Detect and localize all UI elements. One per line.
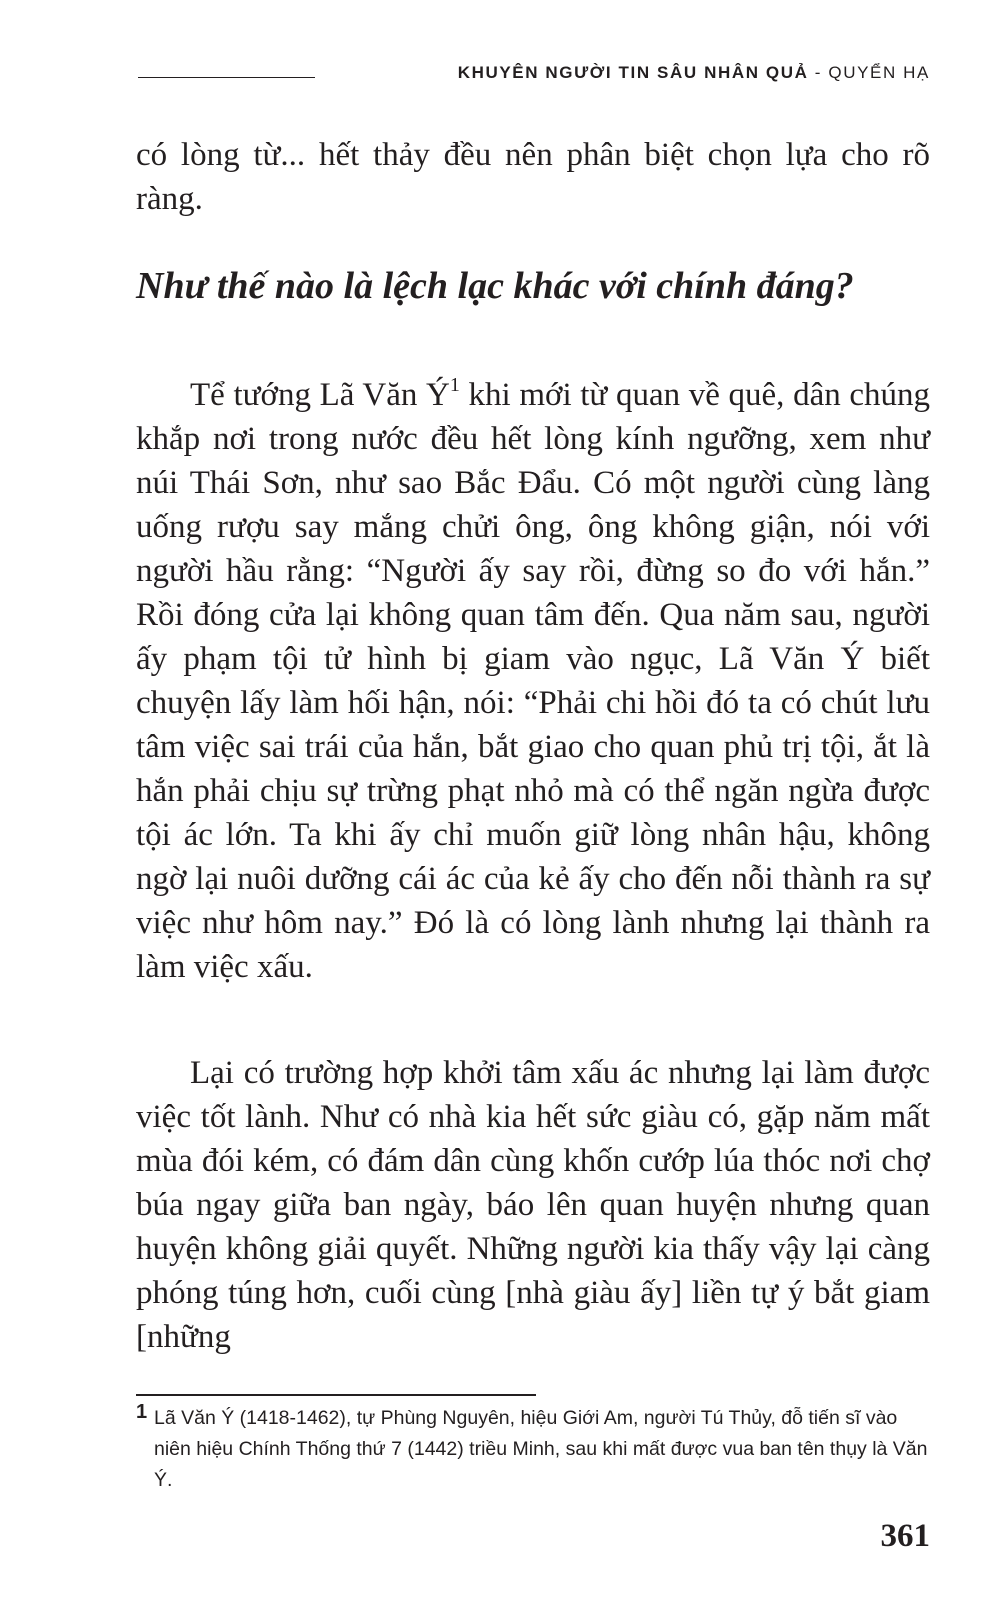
header-rule	[138, 77, 315, 78]
footnote-rule	[136, 1394, 536, 1396]
footnote-reference[interactable]: 1	[449, 374, 460, 396]
paragraph-1-start: Tể tướng Lã Văn Ý	[190, 377, 450, 413]
footnote-text: Lã Văn Ý (1418-1462), tự Phùng Nguyên, hiệu Giới Am, người Tú Thủy, đỗ tiến sĩ vào niên hiệu Chính Thống thứ 7 (1442) triều Minh, sau khi mất được vua ban tên thụy là Văn Ý.	[154, 1407, 928, 1491]
paragraph-1-block	[136, 373, 930, 989]
book-title: KHUYÊN NGƯỜI TIN SÂU NHÂN QUẢ	[457, 63, 809, 82]
intro-paragraph-block	[136, 133, 930, 221]
footnote	[136, 1403, 936, 1496]
paragraph-1-rest: khi mới từ quan về quê, dân chúng khắp nơi trong nước đều hết lòng kính ngưỡng, xem như núi Thái Sơn, như sao Bắc Đẩu. Có một người cùng làng uống rượu say mắng chửi ông, ông không giận, nói với người hầu rằng: “Người ấy say rồi, đừng so đo với hắn.” Rồi đóng cửa lại không quan tâm đến. Qua năm sau, người ấy phạm tội tử hình bị giam vào ngục, Lã Văn Ý biết chuyện lấy làm hối hận, nói: “Phải chi hồi đó ta có chút lưu tâm việc sai trái của hắn, bắt giao cho quan phủ trị tội, ắt là hắn phải chịu sự trừng phạt nhỏ mà có thể ngăn ngừa được tội ác lớn. Ta khi ấy chỉ muốn giữ lòng nhân hậu, không ngờ lại nuôi dưỡng cái ác của kẻ ấy cho đến nỗi thành ra sự việc như hôm nay.” Đó là có lòng lành nhưng lại thành ra làm việc xấu.	[136, 377, 931, 985]
footnote-mark: 1	[136, 1401, 148, 1423]
paragraph-2: Lại có trường hợp khởi tâm xấu ác nhưng lại làm được việc tốt lành. Như có nhà kia hết sức giàu có, gặp năm mất mùa đói kém, có đám dân cùng khốn cướp lúa thóc nơi chợ búa ngay giữa ban ngày, báo lên quan huyện nhưng quan huyện không giải quyết. Những người kia thấy vậy lại càng phóng túng hơn, cuối cùng [nhà giàu ấy] liền tự ý bắt giam [những	[136, 1055, 930, 1355]
running-head	[458, 63, 930, 83]
section-heading: Như thế nào là lệch lạc khác với chính đáng?	[136, 265, 854, 307]
header-separator: -	[808, 63, 829, 82]
paragraph-1	[136, 373, 930, 989]
intro-paragraph: có lòng từ... hết thảy đều nên phân biệt chọn lựa cho rõ ràng.	[136, 137, 930, 217]
volume-label: QUYỂN HẠ	[828, 63, 930, 82]
paragraph-2-block	[136, 1051, 930, 1359]
page-number: 361	[880, 1518, 930, 1554]
